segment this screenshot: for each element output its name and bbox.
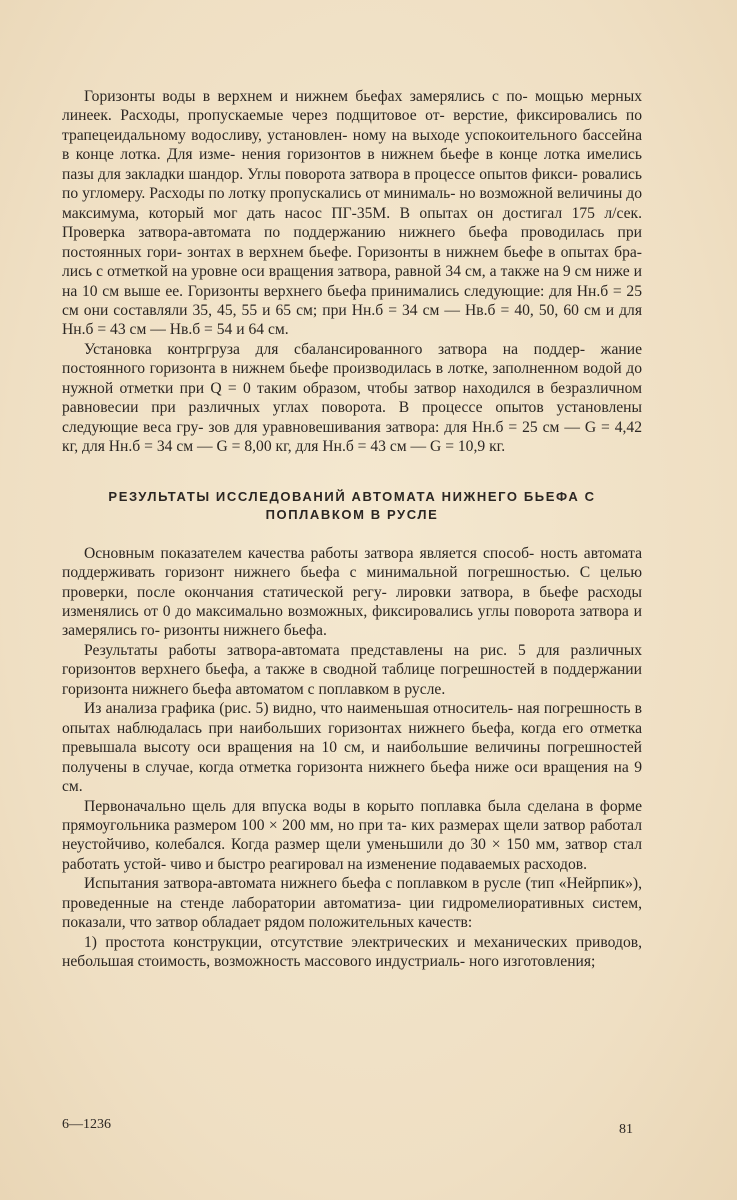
paragraph-analysis: Из анализа графика (рис. 5) видно, что наименьшая относитель- ная погрешность в опытах наблюдалась при наибольших горизонтах нижнего бьефа, когда его отметка превышала высоту оси вращения на 10 см, и наибольшие величины погрешностей получены в случае, когда отметка горизонта нижнего бьефа ниже оси вращения на 9 см. <box>62 700 642 796</box>
paragraph-slot: Первоначально щель для впуска воды в корыто поплавка была сделана в форме прямоугольника размером 100 × 200 мм, но при та- ких размерах щели затвор работал неустойчиво, колебался. Когда размер щели уменьшили до 30 × 150 мм, затвор стал работать устой- чиво и быстро реагировал на изменение подаваемых расходов. <box>62 797 642 873</box>
paragraph-measurements: Горизонты воды в верхнем и нижнем бьефах замерялись с по- мощью мерных линеек. Расходы, пропускаемые через подщитовое от- верстие, фиксировались по трапецеидальному водосливу, установлен- ному на выходе успокоительного бассейна в конце лотка. Для изме- нения горизонтов в нижнем бьефе в конце лотка имелись пазы для закладки шандор. Углы поворота затвора в процессе опытов фикси- ровались по угломеру. Расходы по лотку пропускались от минималь- но возможной величины до максимума, который мог дать насос ПГ-35М. В опытах он достигал 175 л/сек. Проверка затвора-автомата по поддержанию нижнего бьефа проводилась при постоянных гори- зонтах в верхнем бьефе. Горизонты в нижнем бьефе в опытах бра- лись с отметкой на уровне оси вращения затвора, равной 34 см, а также на 9 см ниже и на 10 см выше ее. Горизонты верхнего бьефа принимались следующие: для Hн.б = 25 см они составляли 35, 45, 55 и 65 см; при Hн.б = 34 см — Hв.б = 40, 50, 60 см и для Hн.б = 43 см — Hв.б = 54 и 64 см. <box>62 88 642 339</box>
paragraph-tests: Испытания затвора-автомата нижнего бьефа с поплавком в русле (тип «Нейрпик»), проведенные на стенде лаборатории автоматиза- ции гидромелиоративных систем, показали, что затвор обладает рядом положительных качеств: <box>62 875 642 932</box>
paragraph-quality: Основным показателем качества работы затвора является способ- ность автомата поддерживать горизонт нижнего бьефа с минимальной погрешностью. С целью проверки, после окончания статической регу- лировки затвора, в бьефе расходы изменялись от 0 до максимально возможных, фиксировались углы поворота затвора и замерялись го- ризонты нижнего бьефа. <box>62 544 642 640</box>
text-column <box>62 87 642 972</box>
page-number: 81 <box>619 1122 633 1137</box>
paragraph-counterweight: Установка контргруза для сбалансированного затвора на поддер- жание постоянного горизонта в нижнем бьефе производилась в лотке, заполненном водой до нужной отметки при Q = 0 таким образом, чтобы затвор находился в безразличном равновесии при различных углах поворота. В процессе опытов установлены следующие веса гру- зов для уравновешивания затвора: для Hн.б = 25 см — G = 4,42 кг, для Hн.б = 34 см — G = 8,00 кг, для Hн.б = 43 см — G = 10,9 кг. <box>62 340 642 456</box>
printer-signature: 6—1236 <box>62 1117 111 1132</box>
paragraph-results: Результаты работы затвора-автомата представлены на рис. 5 для различных горизонтов верхнего бьефа, а также в сводной таблице погрешностей в поддержании горизонта нижнего бьефа автоматом с поплавком в русле. <box>62 641 642 698</box>
paragraph-list-item-1: 1) простота конструкции, отсутствие электрических и механических приводов, небольшая стоимость, возможность массового индустриаль- ного изготовления; <box>62 933 642 971</box>
section-heading: РЕЗУЛЬТАТЫ ИССЛЕДОВАНИЙ АВТОМАТА НИЖНЕГО БЬЕФА С ПОПЛАВКОМ В РУСЛЕ <box>108 488 596 522</box>
